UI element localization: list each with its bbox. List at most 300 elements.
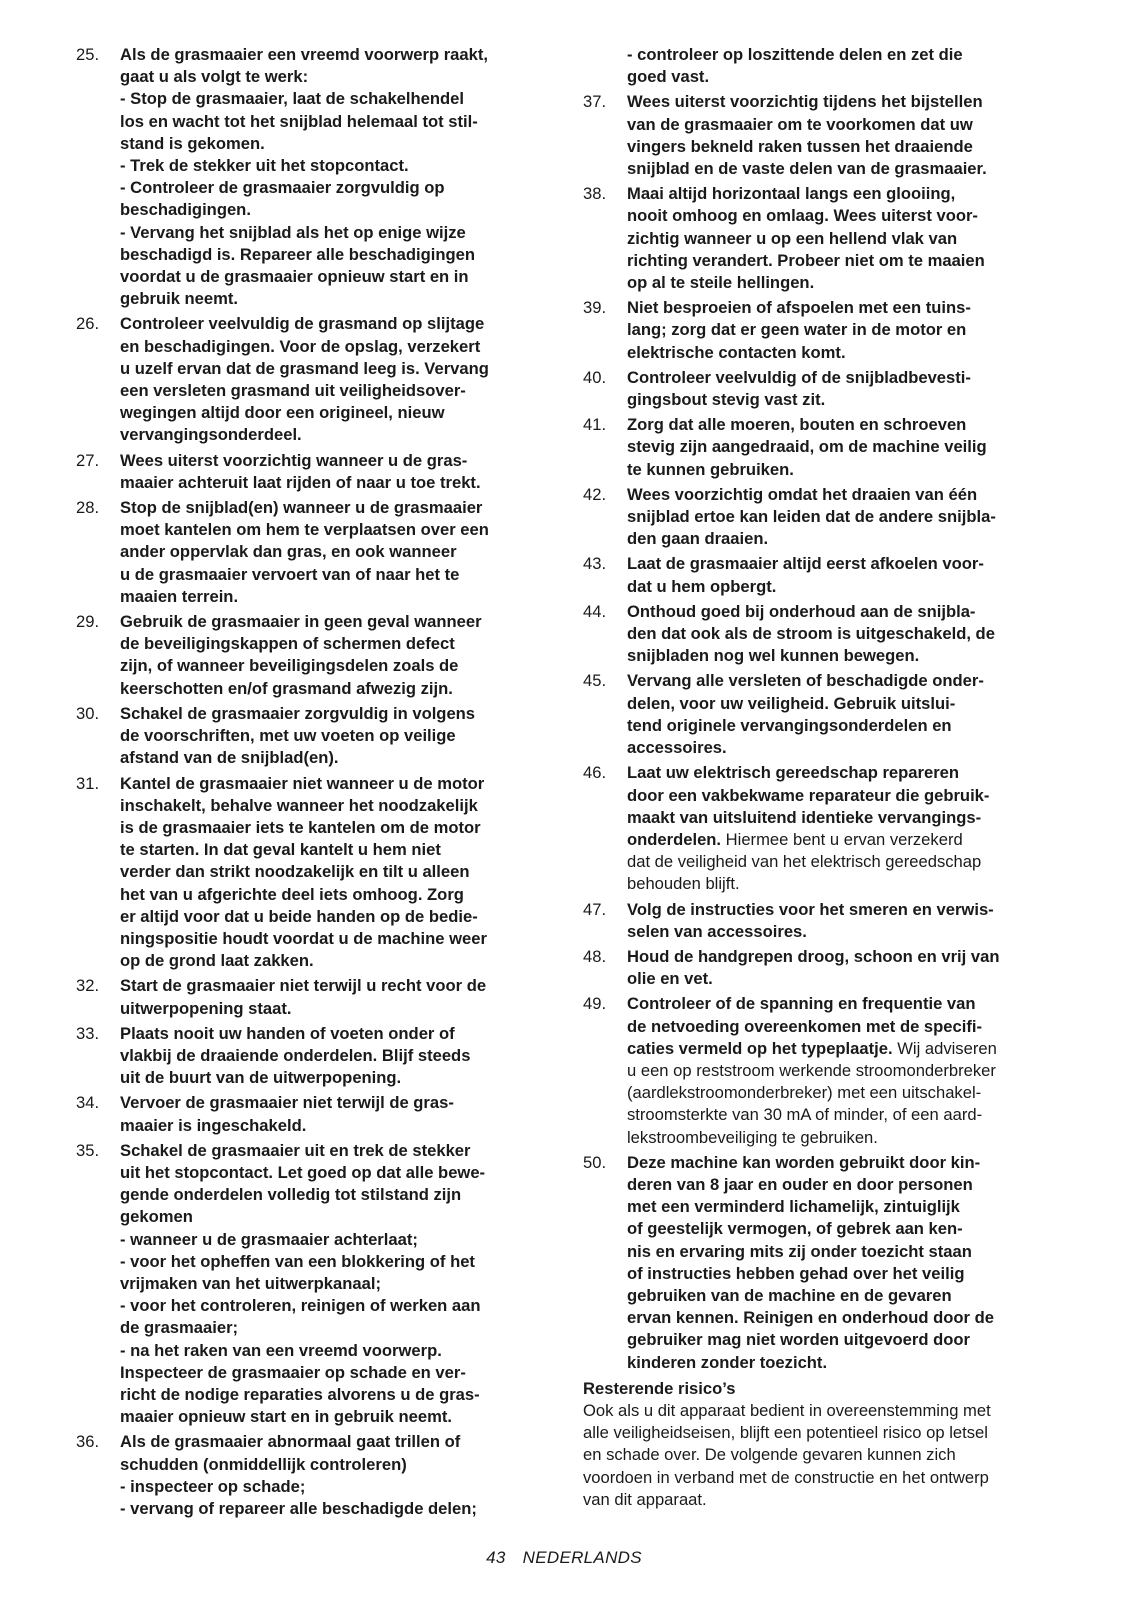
numbered-item xyxy=(76,975,544,1019)
item-number: 40. xyxy=(583,367,607,387)
bold-text: Plaats nooit uw handen of voeten onder of xyxy=(120,1023,455,1043)
text-line xyxy=(627,829,1053,851)
bold-text: - voor het controleren, reinigen of werken aan xyxy=(120,1296,481,1316)
bold-text: - Controleer de grasmaaier zorgvuldig op xyxy=(120,178,445,198)
text-line xyxy=(627,1285,1053,1307)
text-line xyxy=(120,497,544,519)
text-line xyxy=(627,623,1053,645)
bold-text: de beveiligingskappen of schermen defect xyxy=(120,634,455,654)
bold-text: gebruiker mag niet worden uitgevoerd door xyxy=(627,1330,970,1350)
text-line xyxy=(120,336,544,358)
item-text xyxy=(120,1023,544,1090)
bold-text: Inspecteer de grasmaaier op schade en ver- xyxy=(120,1362,466,1382)
numbered-item xyxy=(76,497,544,608)
text-line xyxy=(627,297,1053,319)
bold-text: te starten. In dat geval kantelt u hem niet xyxy=(120,840,441,860)
text-line xyxy=(120,288,544,310)
text-line xyxy=(627,250,1053,272)
text-line xyxy=(120,884,544,906)
bold-text: snijblad en de vaste delen van de grasmaaier. xyxy=(627,159,987,179)
item-number: 49. xyxy=(583,994,607,1014)
bold-text: Als de grasmaaier een vreemd voorwerp raakt, xyxy=(120,45,489,64)
bold-text: Vervoer de grasmaaier niet terwijl de gras- xyxy=(120,1093,454,1113)
bold-text: Laat de grasmaaier altijd eerst afkoelen voor- xyxy=(627,554,984,574)
bold-text: nis en ervaring mits zij onder toezicht staan xyxy=(627,1241,972,1261)
regular-text: dat de veiligheid van het elektrisch gereedschap xyxy=(627,852,982,872)
section-heading: Resterende risico’s xyxy=(583,1378,736,1398)
bold-text: uit het stopcontact. Let goed op dat alle bewe- xyxy=(120,1162,486,1182)
bold-text: snijblad ertoe kan leiden dat de andere snijbla- xyxy=(627,507,996,527)
bold-text: accessoires. xyxy=(627,738,727,758)
left-column xyxy=(76,44,544,1523)
text-line xyxy=(627,1127,1053,1149)
text-line xyxy=(120,998,544,1020)
text-line xyxy=(120,1251,544,1273)
bold-text: op al te steile hellingen. xyxy=(627,273,815,293)
numbered-item xyxy=(76,611,544,700)
text-line xyxy=(120,472,544,494)
text-line xyxy=(627,414,1053,436)
bold-text: Laat uw elektrisch gereedschap repareren xyxy=(627,763,960,783)
right-column xyxy=(583,44,1053,1511)
text-line xyxy=(120,1045,544,1067)
text-line xyxy=(627,1038,1053,1060)
text-line xyxy=(120,111,544,133)
bold-text: uitwerpopening staat. xyxy=(120,998,292,1018)
bold-text: - Stop de grasmaaier, laat de schakelhendel xyxy=(120,89,464,109)
numbered-item xyxy=(583,367,1053,411)
text-line xyxy=(120,1362,544,1384)
bold-text: maaier opnieuw start en in gebruik neemt. xyxy=(120,1407,452,1427)
bold-text: Schakel de grasmaaier zorgvuldig in volgens xyxy=(120,703,476,723)
text-line xyxy=(627,1174,1053,1196)
bold-text: den dat ook als de stroom is uitgeschakeld, de xyxy=(627,624,995,644)
text-line xyxy=(627,1104,1053,1126)
bold-text: de grasmaaier; xyxy=(120,1318,239,1338)
bold-text: nooit omhoog en omlaag. Wees uiterst voor- xyxy=(627,206,978,226)
item-number: 43. xyxy=(583,554,607,574)
item-number: 39. xyxy=(583,298,607,318)
bold-text: gebruik neemt. xyxy=(120,289,239,309)
bold-text: Wees uiterst voorzichtig wanneer u de gras- xyxy=(120,450,468,470)
text-line xyxy=(120,424,544,446)
item-text xyxy=(120,1092,544,1136)
text-line xyxy=(627,553,1053,575)
text-line xyxy=(120,1476,544,1498)
bold-text: zijn, of wanneer beveiligingsdelen zoals de xyxy=(120,656,459,676)
numbered-item xyxy=(76,313,544,446)
item-number: 32. xyxy=(76,976,100,996)
item-number: 47. xyxy=(583,899,607,919)
item-text xyxy=(120,313,544,446)
text-line xyxy=(120,950,544,972)
bold-text: ander oppervlak dan gras, en ook wanneer xyxy=(120,542,457,562)
bold-text: inschakelt, behalve wanneer het noodzakelijk xyxy=(120,795,478,815)
item-text xyxy=(120,497,544,608)
bold-text: Volg de instructies voor het smeren en verwis- xyxy=(627,899,994,919)
item-text xyxy=(627,91,1053,180)
text-line xyxy=(120,611,544,633)
bold-text: lang; zorg dat er geen water in de motor en xyxy=(627,320,967,340)
item-number: 33. xyxy=(76,1023,100,1043)
item-text xyxy=(627,183,1053,294)
bold-text: - Trek de stekker uit het stopcontact. xyxy=(120,156,409,176)
bold-text: Maai altijd horizontaal langs een glooiing, xyxy=(627,184,956,204)
bold-text: Zorg dat alle moeren, bouten en schroeven xyxy=(627,415,967,435)
bold-text: den gaan draaien. xyxy=(627,529,769,549)
bold-text: stand is gekomen. xyxy=(120,133,265,153)
text-line xyxy=(627,693,1053,715)
text-line xyxy=(627,1016,1053,1038)
text-line xyxy=(120,975,544,997)
bold-text: goed vast. xyxy=(627,67,710,87)
item-text xyxy=(120,703,544,770)
bold-text: beschadigingen. xyxy=(120,200,251,220)
bold-text: Wees uiterst voorzichtig tijdens het bijstellen xyxy=(627,92,983,112)
bold-text: Wees voorzichtig omdat het draaien van één xyxy=(627,484,978,504)
item-text xyxy=(627,670,1053,759)
text-line xyxy=(120,541,544,563)
text-line xyxy=(627,576,1053,598)
bold-text: snijbladen nog wel kunnen bewegen. xyxy=(627,646,920,666)
bold-text: Schakel de grasmaaier uit en trek de stekker xyxy=(120,1140,471,1160)
bold-text: te kunnen gebruiken. xyxy=(627,459,794,479)
text-line xyxy=(627,44,1053,66)
item-number: 37. xyxy=(583,92,607,112)
text-line xyxy=(627,1307,1053,1329)
text-line xyxy=(627,851,1053,873)
text-line xyxy=(627,1329,1053,1351)
bold-text: onderdelen. xyxy=(627,829,722,849)
text-line xyxy=(627,436,1053,458)
text-line xyxy=(120,450,544,472)
bold-text: Stop de snijblad(en) wanneer u de grasmaaier xyxy=(120,498,483,518)
item-number: 26. xyxy=(76,314,100,334)
bold-text: keerschotten en/of grasmand afwezig zijn. xyxy=(120,678,453,698)
bold-text: - wanneer u de grasmaaier achterlaat; xyxy=(120,1229,418,1249)
item-text xyxy=(627,414,1053,481)
item-text xyxy=(120,773,544,973)
bold-text: los en wacht tot het snijblad helemaal tot stil- xyxy=(120,111,478,131)
text-line xyxy=(627,1241,1053,1263)
item-text xyxy=(120,1431,544,1520)
text-line xyxy=(120,177,544,199)
bold-text: u uzelf ervan dat de grasmand leeg is. Vervang xyxy=(120,358,489,378)
bold-text: maaier is ingeschakeld. xyxy=(120,1115,307,1135)
text-line xyxy=(627,737,1053,759)
text-line xyxy=(627,319,1053,341)
bold-text: dat u hem opbergt. xyxy=(627,576,777,596)
bold-text: afstand van de snijblad(en). xyxy=(120,748,339,768)
text-line xyxy=(627,91,1053,113)
bold-text: gaat u als volgt te werk: xyxy=(120,67,309,87)
text-line xyxy=(627,484,1053,506)
bold-text: moet kantelen om hem te verplaatsen over een xyxy=(120,520,489,540)
text-line xyxy=(627,645,1053,667)
text-line xyxy=(120,1162,544,1184)
regular-text: Wij adviseren xyxy=(892,1038,997,1058)
item-text xyxy=(627,993,1053,1148)
regular-text: lekstroombeveiliging te gebruiken. xyxy=(627,1127,878,1147)
text-line xyxy=(627,158,1053,180)
text-line xyxy=(120,1317,544,1339)
item-text xyxy=(120,975,544,1019)
text-line xyxy=(627,66,1053,88)
bold-text: deren van 8 jaar en ouder en door personen xyxy=(627,1174,973,1194)
text-line xyxy=(120,1498,544,1520)
text-line xyxy=(120,1340,544,1362)
bold-text: maaier achteruit laat rijden of naar u toe trekt. xyxy=(120,472,481,492)
text-line xyxy=(627,993,1053,1015)
text-line xyxy=(120,928,544,950)
bold-text: de netvoeding overeenkomen met de specifi- xyxy=(627,1016,983,1036)
numbered-item xyxy=(583,946,1053,990)
text-line xyxy=(627,1263,1053,1285)
text-line xyxy=(120,199,544,221)
bold-text: vervangingsonderdeel. xyxy=(120,425,302,445)
item-text xyxy=(627,553,1053,597)
bold-text: tend originele vervangingsonderdelen en xyxy=(627,715,952,735)
text-line: Ook als u dit apparaat bedient in overeenstemming met xyxy=(583,1400,991,1420)
text-line xyxy=(120,1140,544,1162)
text-line xyxy=(120,313,544,335)
item-text xyxy=(627,367,1053,411)
item-number: 45. xyxy=(583,671,607,691)
bold-text: vlakbij de draaiende onderdelen. Blijf steeds xyxy=(120,1045,471,1065)
page-number: 43 xyxy=(486,1548,506,1567)
text-line xyxy=(120,795,544,817)
bold-text: wegingen altijd door een origineel, nieuw xyxy=(120,403,445,423)
text-line xyxy=(627,136,1053,158)
item-number: 50. xyxy=(583,1152,607,1172)
item-number: 30. xyxy=(76,703,100,723)
bold-text: Controleer veelvuldig de grasmand op slijtage xyxy=(120,314,485,334)
text-line xyxy=(120,1115,544,1137)
text-line xyxy=(120,703,544,725)
text-line xyxy=(627,601,1053,623)
bold-text: - controleer op loszittende delen en zet die xyxy=(627,45,963,64)
item-text xyxy=(627,899,1053,943)
bold-text: gingsbout stevig vast zit. xyxy=(627,390,826,410)
bold-text: stevig zijn aangedraaid, om de machine veilig xyxy=(627,437,987,457)
text-line xyxy=(120,773,544,795)
text-line xyxy=(627,968,1053,990)
bold-text: Houd de handgrepen droog, schoon en vrij van xyxy=(627,946,1000,966)
bold-text: Niet besproeien of afspoelen met een tuins- xyxy=(627,298,971,318)
bold-text: gende onderdelen volledig tot stilstand zijn xyxy=(120,1185,462,1205)
item-number: 31. xyxy=(76,773,100,793)
text-line: en schade over. De volgende gevaren kunnen zich xyxy=(583,1445,956,1465)
text-line xyxy=(120,266,544,288)
text-line: alle veiligheidseisen, blijft een potentieel risico op letsel xyxy=(583,1423,988,1443)
text-line xyxy=(120,564,544,586)
item-number: 27. xyxy=(76,450,100,470)
text-line xyxy=(627,506,1053,528)
bold-text: - Vervang het snijblad als het op enige wijze xyxy=(120,222,466,242)
text-line xyxy=(627,389,1053,411)
page-footer xyxy=(0,1548,1128,1568)
bold-text: maakt van uitsluitend identieke vervangings- xyxy=(627,807,982,827)
item-text xyxy=(627,762,1053,895)
text-line xyxy=(120,1273,544,1295)
bold-text: Controleer veelvuldig of de snijbladbevesti- xyxy=(627,367,971,387)
bold-text: met een verminderd lichamelijk, zintuiglijk xyxy=(627,1197,960,1217)
text-line xyxy=(120,586,544,608)
bold-text: Als de grasmaaier abnormaal gaat trillen of xyxy=(120,1432,461,1452)
text-line xyxy=(120,66,544,88)
text-line xyxy=(120,358,544,380)
item-number: 48. xyxy=(583,946,607,966)
text-line xyxy=(627,342,1053,364)
bold-text: Deze machine kan worden gebruikt door kin- xyxy=(627,1152,981,1172)
regular-text: behouden blijft. xyxy=(627,874,740,894)
bold-text: zichtig wanneer u op een hellend vlak van xyxy=(627,228,958,248)
bold-text: u de grasmaaier vervoert van of naar het te xyxy=(120,564,460,584)
bold-text: is de grasmaaier iets te kantelen om de motor xyxy=(120,817,481,837)
footer-language: NEDERLANDS xyxy=(522,1548,642,1567)
text-line xyxy=(627,1060,1053,1082)
item-number: 25. xyxy=(76,45,100,64)
bold-text: of instructies hebben gehad over het veilig xyxy=(627,1263,965,1283)
item-number: 44. xyxy=(583,601,607,621)
text-line xyxy=(627,715,1053,737)
text-line: voordoen in verband met de constructie en het ontwerp xyxy=(583,1467,989,1487)
text-line xyxy=(627,807,1053,829)
bold-text: selen van accessoires. xyxy=(627,921,807,941)
regular-text: u een op reststroom werkende stroomonderbreker xyxy=(627,1060,996,1080)
text-line xyxy=(120,155,544,177)
bold-text: uit de buurt van de uitwerpopening. xyxy=(120,1068,402,1088)
text-line xyxy=(120,133,544,155)
text-line xyxy=(627,528,1053,550)
text-line xyxy=(120,747,544,769)
text-line xyxy=(120,88,544,110)
text-line xyxy=(120,839,544,861)
bold-text: de voorschriften, met uw voeten op veilige xyxy=(120,726,456,746)
text-line xyxy=(627,899,1053,921)
text-line xyxy=(627,1082,1053,1104)
bold-text: richt de nodige reparaties alvorens u de gras- xyxy=(120,1384,480,1404)
bold-text: maaien terrein. xyxy=(120,586,239,606)
numbered-item xyxy=(583,670,1053,759)
text-line xyxy=(120,1454,544,1476)
numbered-item xyxy=(583,553,1053,597)
bold-text: gekomen xyxy=(120,1207,193,1227)
item-number: 42. xyxy=(583,484,607,504)
bold-text: Kantel de grasmaaier niet wanneer u de motor xyxy=(120,773,485,793)
text-line xyxy=(120,1295,544,1317)
text-line xyxy=(627,205,1053,227)
numbered-item xyxy=(583,91,1053,180)
text-line xyxy=(120,1384,544,1406)
bold-text: op de grond laat zakken. xyxy=(120,951,314,971)
bold-text: elektrische contacten komt. xyxy=(627,342,846,362)
item-number: 35. xyxy=(76,1140,100,1160)
item-text xyxy=(627,946,1053,990)
bold-text: het van u afgerichte deel iets omhoog. Zorg xyxy=(120,884,464,904)
numbered-item xyxy=(583,414,1053,481)
text-line xyxy=(627,762,1053,784)
bold-text: - inspecteer op schade; xyxy=(120,1476,306,1496)
numbered-item xyxy=(76,450,544,494)
text-line xyxy=(627,670,1053,692)
item-number: 41. xyxy=(583,415,607,435)
text-line xyxy=(627,183,1053,205)
item-number: 34. xyxy=(76,1093,100,1113)
item-number: 29. xyxy=(76,612,100,632)
text-line xyxy=(120,633,544,655)
text-line xyxy=(120,519,544,541)
item-number: 38. xyxy=(583,184,607,204)
item-text xyxy=(627,484,1053,551)
bold-text: voordat u de grasmaaier opnieuw start en in xyxy=(120,267,469,287)
bold-text: er altijd voor dat u beide handen op de bedie- xyxy=(120,906,478,926)
numbered-item xyxy=(583,762,1053,895)
numbered-item xyxy=(76,1023,544,1090)
bold-text: delen, voor uw veiligheid. Gebruik uitslui- xyxy=(627,693,956,713)
text-line xyxy=(627,1152,1053,1174)
numbered-item xyxy=(76,773,544,973)
text-line xyxy=(120,380,544,402)
text-line xyxy=(120,1229,544,1251)
text-line xyxy=(120,1206,544,1228)
numbered-item xyxy=(76,44,544,310)
text-line xyxy=(627,785,1053,807)
item-number: 46. xyxy=(583,763,607,783)
bold-text: Vervang alle versleten of beschadigde onder- xyxy=(627,671,984,691)
numbered-item xyxy=(583,297,1053,364)
text-line xyxy=(120,861,544,883)
regular-text: (aardlekstroomonderbreker) met een uitschakel- xyxy=(627,1083,982,1103)
bold-text: en beschadigingen. Voor de opslag, verzekert xyxy=(120,336,481,356)
text-line xyxy=(120,817,544,839)
section-paragraph xyxy=(583,1400,1053,1511)
bold-text: verder dan strikt noodzakelijk en tilt u alleen xyxy=(120,862,470,882)
text-line xyxy=(120,1406,544,1428)
text-line xyxy=(627,921,1053,943)
text-line xyxy=(627,1218,1053,1240)
bold-text: vrijmaken van het uitwerpkanaal; xyxy=(120,1273,381,1293)
text-line xyxy=(627,1352,1053,1374)
numbered-item xyxy=(583,993,1053,1148)
text-line xyxy=(627,114,1053,136)
text-line xyxy=(120,725,544,747)
numbered-item xyxy=(583,1152,1053,1374)
regular-text: Hiermee bent u ervan verzekerd xyxy=(721,829,963,849)
item-text xyxy=(627,297,1053,364)
item-text xyxy=(120,611,544,700)
item-number: 36. xyxy=(76,1432,100,1452)
regular-text: stroomsterkte van 30 mA of minder, of een aard- xyxy=(627,1105,983,1125)
item-continuation xyxy=(583,44,1053,88)
numbered-item xyxy=(583,183,1053,294)
item-number: 28. xyxy=(76,498,100,518)
bold-text: Start de grasmaaier niet terwijl u recht voor de xyxy=(120,976,487,996)
numbered-item xyxy=(583,601,1053,668)
bold-text: een versleten grasmand uit veiligheidsover- xyxy=(120,381,466,401)
text-line xyxy=(627,459,1053,481)
bold-text: van de grasmaaier om te voorkomen dat uw xyxy=(627,114,973,134)
bold-text: Gebruik de grasmaaier in geen geval wanneer xyxy=(120,612,482,632)
text-line xyxy=(627,228,1053,250)
text-line xyxy=(120,222,544,244)
bold-text: olie en vet. xyxy=(627,969,713,989)
text-line: van dit apparaat. xyxy=(583,1489,707,1509)
bold-text: kinderen zonder toezicht. xyxy=(627,1352,828,1372)
item-text xyxy=(120,44,544,310)
bold-text: richting verandert. Probeer niet om te maaien xyxy=(627,250,985,270)
bold-text: schudden (onmiddellijk controleren) xyxy=(120,1454,407,1474)
